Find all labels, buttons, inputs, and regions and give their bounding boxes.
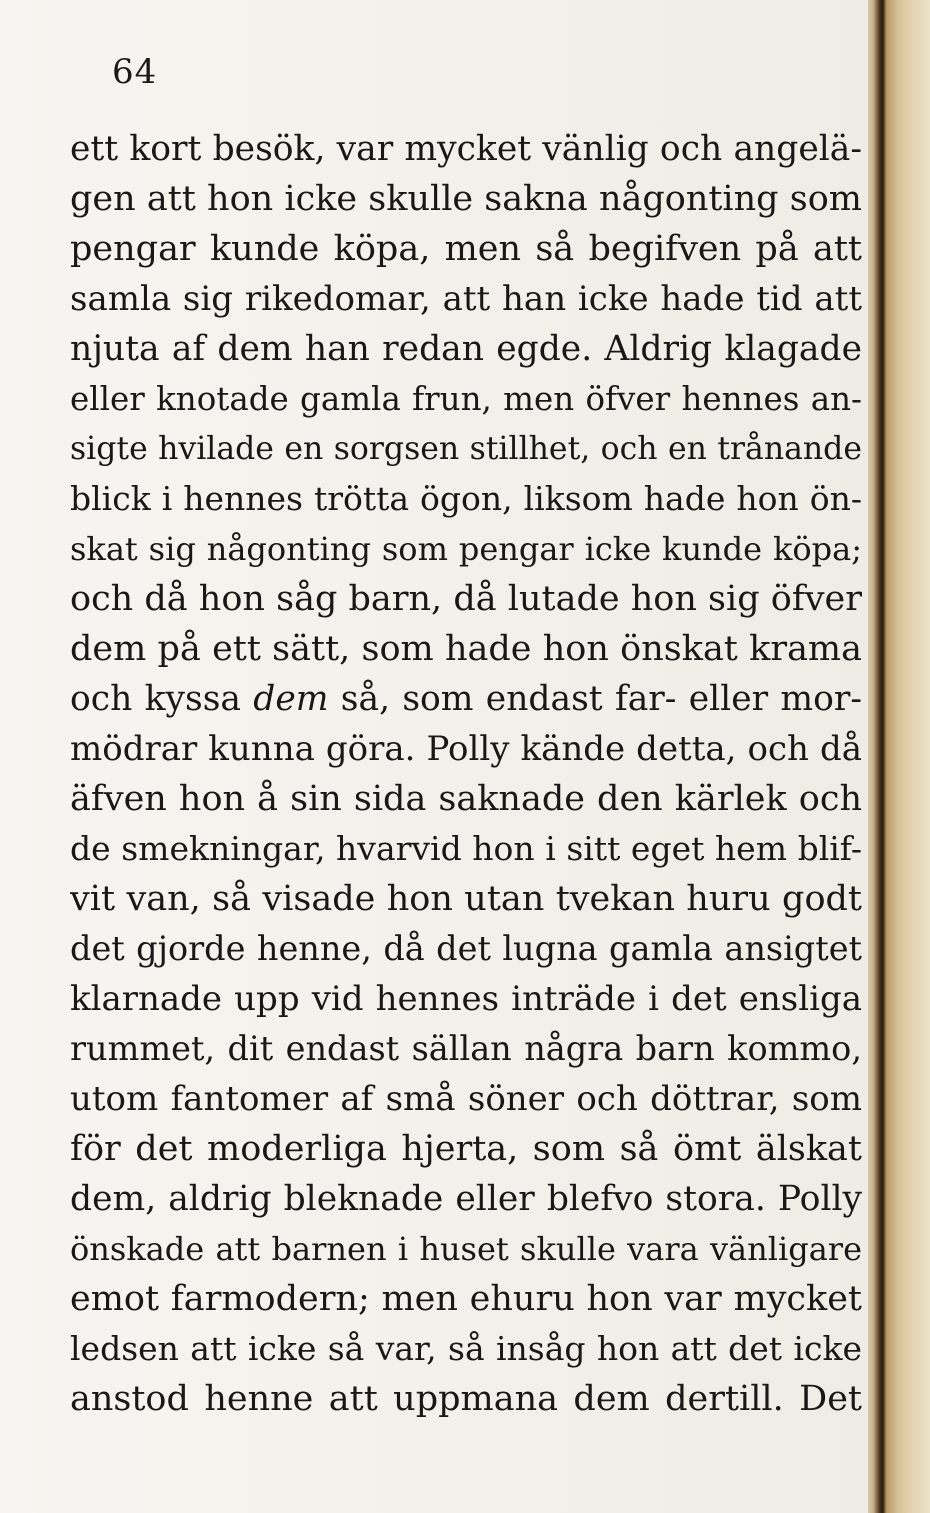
text-line: klarnade upp vid hennes inträde i det ensliga (70, 979, 862, 1019)
text-line: emot farmodern; men ehuru hon var mycket (70, 1279, 862, 1319)
text-line: mödrar kunna göra. Polly kände detta, och då (70, 729, 862, 769)
italic-word: dem (253, 679, 329, 719)
text-line: anstod henne att uppmana dem dertill. Det (70, 1379, 862, 1419)
text-line: blick i hennes trötta ögon, liksom hade hon ön- (70, 479, 862, 518)
text-line: vit van, så visade hon utan tvekan huru godt (70, 879, 862, 919)
text-line: rummet, dit endast sällan några barn kommo, (70, 1029, 862, 1068)
text-line: det gjorde henne, då det lugna gamla ansigtet (70, 929, 862, 968)
text-line: eller knotade gamla frun, men öfver hennes an- (70, 380, 862, 418)
text-segment: så, som endast far- eller mor- (340, 679, 862, 719)
text-line: gen att hon icke skulle sakna någonting som (70, 179, 862, 219)
text-line: och då hon såg barn, då lutade hon sig öfver (70, 579, 862, 619)
text-segment: och kyssa (70, 679, 241, 719)
text-line: dem på ett sätt, som hade hon önskat krama (70, 629, 862, 669)
text-line: sigte hvilade en sorgsen stillhet, och en trånande (70, 431, 862, 467)
text-line: ett kort besök, var mycket vänlig och angelä- (70, 129, 862, 169)
text-line: skat sig någonting som pengar icke kunde köpa; (70, 530, 862, 568)
text-line: för det moderliga hjerta, som så ömt älskat (70, 1129, 862, 1169)
text-line: äfven hon å sin sida saknade den kärlek och (70, 779, 862, 819)
page-number: 64 (112, 52, 158, 92)
text-line: de smekningar, hvarvid hon i sitt eget hem blif- (70, 829, 862, 868)
text-line: ledsen att icke så var, så insåg hon att det icke (70, 1329, 862, 1368)
text-line: önskade att barnen i huset skulle vara vänligare (70, 1230, 862, 1268)
page-edge-shadow (868, 0, 930, 1513)
text-line: utom fantomer af små söner och döttrar, som (70, 1079, 862, 1119)
text-line: samla sig rikedomar, att han icke hade tid att (70, 279, 862, 319)
text-line: pengar kunde köpa, men så begifven på att (70, 229, 862, 269)
body-text (70, 124, 862, 1424)
text-line-with-italic (70, 674, 862, 724)
text-line: dem, aldrig bleknade eller blefvo stora. Polly (70, 1179, 862, 1219)
text-line: njuta af dem han redan egde. Aldrig klagade (70, 329, 862, 369)
